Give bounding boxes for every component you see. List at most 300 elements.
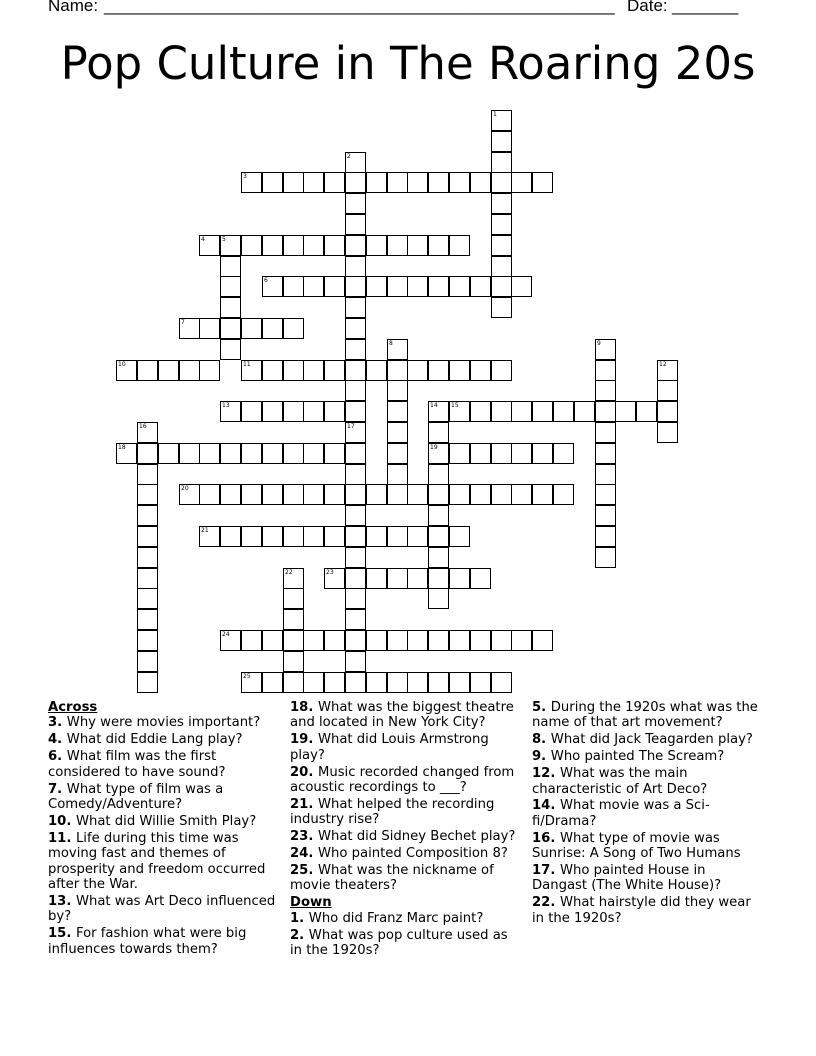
grid-cell[interactable] bbox=[283, 672, 304, 693]
grid-cell[interactable] bbox=[428, 172, 449, 193]
grid-cell[interactable] bbox=[345, 339, 366, 360]
grid-cell[interactable] bbox=[283, 318, 304, 339]
grid-cell[interactable] bbox=[345, 214, 366, 235]
grid-cell[interactable] bbox=[387, 526, 408, 547]
clue-number: 17 bbox=[347, 423, 355, 430]
grid-cell[interactable] bbox=[491, 110, 512, 131]
grid-cell[interactable] bbox=[428, 360, 449, 381]
clue-number: 12. bbox=[532, 766, 560, 782]
grid-cell[interactable] bbox=[241, 630, 262, 651]
grid-cell[interactable] bbox=[595, 547, 616, 568]
grid-cell[interactable] bbox=[428, 443, 449, 464]
grid-cell[interactable] bbox=[283, 568, 304, 589]
grid-cell[interactable] bbox=[303, 401, 324, 422]
clue-text: Who did Franz Marc paint? bbox=[308, 910, 484, 926]
grid-cell[interactable] bbox=[241, 443, 262, 464]
grid-cell[interactable] bbox=[449, 443, 470, 464]
grid-cell[interactable] bbox=[449, 568, 470, 589]
grid-cell[interactable] bbox=[220, 297, 241, 318]
grid-cell[interactable] bbox=[324, 568, 345, 589]
grid-cell[interactable] bbox=[366, 484, 387, 505]
grid-cell[interactable] bbox=[241, 235, 262, 256]
grid-cell[interactable] bbox=[345, 484, 366, 505]
grid-cell[interactable] bbox=[387, 401, 408, 422]
grid-cell[interactable] bbox=[387, 464, 408, 485]
clue-number: 13 bbox=[222, 402, 230, 409]
grid-cell[interactable] bbox=[324, 630, 345, 651]
grid-cell[interactable] bbox=[595, 505, 616, 526]
grid-cell[interactable] bbox=[366, 568, 387, 589]
clue-text: What was the nickname of movie theaters? bbox=[290, 863, 494, 894]
clue bbox=[290, 797, 522, 828]
grid-cell[interactable] bbox=[324, 276, 345, 297]
grid-cell[interactable] bbox=[595, 422, 616, 443]
grid-cell[interactable] bbox=[345, 672, 366, 693]
grid-cell[interactable] bbox=[428, 235, 449, 256]
grid-cell[interactable] bbox=[449, 360, 470, 381]
clue-number: 2. bbox=[290, 927, 309, 943]
grid-cell[interactable] bbox=[303, 630, 324, 651]
grid-cell[interactable] bbox=[220, 235, 241, 256]
grid-cell[interactable] bbox=[470, 484, 491, 505]
clue-number: 12 bbox=[659, 361, 667, 368]
grid-cell[interactable] bbox=[345, 464, 366, 485]
grid-cell[interactable] bbox=[262, 318, 283, 339]
clue bbox=[532, 700, 764, 731]
grid-cell[interactable] bbox=[283, 526, 304, 547]
clue-number: 4. bbox=[48, 732, 67, 748]
grid-cell[interactable] bbox=[199, 360, 220, 381]
grid-cell[interactable] bbox=[407, 672, 428, 693]
grid-cell[interactable] bbox=[387, 630, 408, 651]
grid-cell[interactable] bbox=[532, 443, 553, 464]
grid-cell[interactable] bbox=[137, 609, 158, 630]
grid-cell[interactable] bbox=[137, 505, 158, 526]
clue-text: Who painted Composition 8? bbox=[317, 846, 508, 862]
grid-cell[interactable] bbox=[470, 401, 491, 422]
grid-cell[interactable] bbox=[491, 443, 512, 464]
grid-cell[interactable] bbox=[470, 360, 491, 381]
clue-number: 4 bbox=[201, 236, 205, 243]
grid-cell[interactable] bbox=[220, 339, 241, 360]
grid-cell[interactable] bbox=[116, 443, 137, 464]
clue-number: 22 bbox=[285, 569, 293, 576]
grid-cell[interactable] bbox=[262, 172, 283, 193]
grid-cell[interactable] bbox=[428, 588, 449, 609]
grid-cell[interactable] bbox=[491, 297, 512, 318]
grid-cell[interactable] bbox=[262, 360, 283, 381]
grid-cell[interactable] bbox=[511, 484, 532, 505]
grid-cell[interactable] bbox=[137, 630, 158, 651]
clue bbox=[48, 894, 280, 925]
clue-number: 5 bbox=[222, 236, 226, 243]
grid-cell[interactable] bbox=[199, 235, 220, 256]
clue bbox=[532, 895, 764, 926]
grid-cell[interactable] bbox=[220, 401, 241, 422]
grid-cell[interactable] bbox=[283, 401, 304, 422]
grid-cell[interactable] bbox=[262, 630, 283, 651]
clue bbox=[290, 829, 522, 844]
grid-cell[interactable] bbox=[220, 276, 241, 297]
grid-cell[interactable] bbox=[511, 443, 532, 464]
grid-cell[interactable] bbox=[491, 131, 512, 152]
grid-cell[interactable] bbox=[407, 360, 428, 381]
grid-cell[interactable] bbox=[491, 630, 512, 651]
clue bbox=[290, 732, 522, 763]
grid-cell[interactable] bbox=[345, 547, 366, 568]
clue bbox=[532, 766, 764, 797]
clue-number: 24 bbox=[222, 631, 230, 638]
grid-cell[interactable] bbox=[345, 360, 366, 381]
grid-cell[interactable] bbox=[303, 172, 324, 193]
clue-number: 10 bbox=[118, 361, 126, 368]
grid-cell[interactable] bbox=[220, 318, 241, 339]
grid-cell[interactable] bbox=[345, 276, 366, 297]
clue bbox=[48, 715, 280, 730]
grid-cell[interactable] bbox=[137, 547, 158, 568]
clue-number: 18. bbox=[290, 700, 318, 715]
grid-cell[interactable] bbox=[220, 630, 241, 651]
grid-cell[interactable] bbox=[324, 172, 345, 193]
grid-cell[interactable] bbox=[262, 235, 283, 256]
grid-cell[interactable] bbox=[262, 276, 283, 297]
grid-cell[interactable] bbox=[324, 484, 345, 505]
grid-cell[interactable] bbox=[387, 422, 408, 443]
grid-cell[interactable] bbox=[220, 484, 241, 505]
clue-text: What was the biggest theatre and located in New York City? bbox=[290, 700, 514, 731]
grid-cell[interactable] bbox=[199, 443, 220, 464]
grid-cell[interactable] bbox=[283, 484, 304, 505]
clue-number: 25 bbox=[243, 673, 251, 680]
clue-text: Life during this time was moving fast and themes of prosperity and freedom occurred after the War. bbox=[48, 830, 266, 892]
grid-cell[interactable] bbox=[241, 672, 262, 693]
grid-cell[interactable] bbox=[179, 443, 200, 464]
grid-cell[interactable] bbox=[345, 526, 366, 547]
clue-number: 5. bbox=[532, 700, 551, 715]
down-heading: Down bbox=[290, 895, 332, 911]
grid-cell[interactable] bbox=[491, 360, 512, 381]
grid-cell[interactable] bbox=[532, 172, 553, 193]
grid-cell[interactable] bbox=[449, 630, 470, 651]
grid-cell[interactable] bbox=[407, 484, 428, 505]
grid-cell[interactable] bbox=[366, 360, 387, 381]
grid-cell[interactable] bbox=[303, 360, 324, 381]
grid-cell[interactable] bbox=[303, 235, 324, 256]
grid-cell[interactable] bbox=[470, 568, 491, 589]
grid-cell[interactable] bbox=[595, 484, 616, 505]
grid-cell[interactable] bbox=[345, 172, 366, 193]
clue-number: 19 bbox=[430, 444, 438, 451]
grid-cell[interactable] bbox=[324, 526, 345, 547]
grid-cell[interactable] bbox=[283, 609, 304, 630]
grid-cell[interactable] bbox=[262, 672, 283, 693]
grid-cell[interactable] bbox=[116, 360, 137, 381]
grid-cell[interactable] bbox=[283, 443, 304, 464]
clue-number: 9. bbox=[532, 749, 551, 765]
clue-number: 2 bbox=[347, 153, 351, 160]
grid-cell[interactable] bbox=[324, 235, 345, 256]
grid-cell[interactable] bbox=[345, 422, 366, 443]
down-clue-list bbox=[290, 911, 522, 959]
grid-cell[interactable] bbox=[491, 672, 512, 693]
grid-cell[interactable] bbox=[449, 235, 470, 256]
grid-cell[interactable] bbox=[470, 172, 491, 193]
grid-cell[interactable] bbox=[345, 568, 366, 589]
grid-cell[interactable] bbox=[324, 360, 345, 381]
grid-cell[interactable] bbox=[137, 651, 158, 672]
grid-cell[interactable] bbox=[532, 484, 553, 505]
grid-cell[interactable] bbox=[345, 630, 366, 651]
grid-cell[interactable] bbox=[324, 401, 345, 422]
clue-number: 8. bbox=[532, 732, 551, 748]
grid-cell[interactable] bbox=[491, 193, 512, 214]
grid-cell[interactable] bbox=[241, 484, 262, 505]
grid-cell[interactable] bbox=[636, 401, 657, 422]
grid-cell[interactable] bbox=[345, 193, 366, 214]
grid-cell[interactable] bbox=[241, 172, 262, 193]
grid-cell[interactable] bbox=[241, 526, 262, 547]
grid-cell[interactable] bbox=[345, 609, 366, 630]
puzzle-title: Pop Culture in The Roaring 20s bbox=[60, 37, 756, 90]
grid-cell[interactable] bbox=[491, 276, 512, 297]
clue-number: 24. bbox=[290, 846, 318, 862]
grid-cell[interactable] bbox=[387, 484, 408, 505]
grid-cell[interactable] bbox=[407, 276, 428, 297]
clue-number: 6 bbox=[264, 277, 268, 284]
grid-cell[interactable] bbox=[449, 484, 470, 505]
clue-number: 11 bbox=[243, 361, 251, 368]
grid-cell[interactable] bbox=[262, 443, 283, 464]
grid-cell[interactable] bbox=[345, 256, 366, 277]
grid-cell[interactable] bbox=[199, 484, 220, 505]
grid-cell[interactable] bbox=[345, 588, 366, 609]
clue-text: What type of movie was Sunrise: A Song of Two Humans bbox=[532, 830, 741, 862]
grid-cell[interactable] bbox=[407, 526, 428, 547]
grid-cell[interactable] bbox=[553, 484, 574, 505]
grid-cell[interactable] bbox=[449, 672, 470, 693]
grid-cell[interactable] bbox=[407, 235, 428, 256]
grid-cell[interactable] bbox=[345, 318, 366, 339]
clue-number: 20 bbox=[181, 485, 189, 492]
clue-number: 23 bbox=[326, 569, 334, 576]
grid-cell[interactable] bbox=[137, 360, 158, 381]
grid-cell[interactable] bbox=[407, 630, 428, 651]
clue bbox=[532, 863, 764, 894]
grid-cell[interactable] bbox=[511, 630, 532, 651]
grid-cell[interactable] bbox=[428, 401, 449, 422]
grid-cell[interactable] bbox=[428, 505, 449, 526]
grid-cell[interactable] bbox=[345, 152, 366, 173]
grid-cell[interactable] bbox=[137, 526, 158, 547]
grid-cell[interactable] bbox=[387, 276, 408, 297]
grid-cell[interactable] bbox=[241, 401, 262, 422]
clue-text: What did Jack Teagarden play? bbox=[550, 732, 753, 748]
across-heading: Across bbox=[48, 700, 98, 715]
grid-cell[interactable] bbox=[241, 360, 262, 381]
grid-cell[interactable] bbox=[283, 588, 304, 609]
grid-cell[interactable] bbox=[470, 276, 491, 297]
grid-cell[interactable] bbox=[428, 484, 449, 505]
name-label: Name: bbox=[48, 0, 99, 15]
clue bbox=[290, 765, 522, 796]
grid-cell[interactable] bbox=[595, 339, 616, 360]
grid-cell[interactable] bbox=[283, 235, 304, 256]
grid-cell[interactable] bbox=[179, 484, 200, 505]
clue-number: 1. bbox=[290, 910, 309, 926]
grid-cell[interactable] bbox=[303, 672, 324, 693]
grid-cell[interactable] bbox=[470, 672, 491, 693]
grid-cell[interactable] bbox=[449, 526, 470, 547]
grid-cell[interactable] bbox=[657, 422, 678, 443]
grid-cell[interactable] bbox=[345, 401, 366, 422]
clue bbox=[48, 831, 280, 893]
grid-cell[interactable] bbox=[179, 318, 200, 339]
grid-cell[interactable] bbox=[303, 484, 324, 505]
grid-cell[interactable] bbox=[324, 443, 345, 464]
clue bbox=[48, 926, 280, 957]
grid-cell[interactable] bbox=[366, 526, 387, 547]
grid-cell[interactable] bbox=[511, 401, 532, 422]
grid-cell[interactable] bbox=[574, 401, 595, 422]
grid-cell[interactable] bbox=[345, 380, 366, 401]
grid-cell[interactable] bbox=[179, 360, 200, 381]
grid-cell[interactable] bbox=[303, 443, 324, 464]
grid-cell[interactable] bbox=[387, 568, 408, 589]
grid-cell[interactable] bbox=[491, 235, 512, 256]
grid-cell[interactable] bbox=[615, 401, 636, 422]
grid-cell[interactable] bbox=[387, 443, 408, 464]
date-label: Date: bbox=[627, 0, 668, 15]
grid-cell[interactable] bbox=[283, 630, 304, 651]
grid-cell[interactable] bbox=[137, 443, 158, 464]
grid-cell[interactable] bbox=[407, 172, 428, 193]
grid-cell[interactable] bbox=[137, 568, 158, 589]
grid-cell[interactable] bbox=[262, 484, 283, 505]
grid-cell[interactable] bbox=[428, 526, 449, 547]
grid-cell[interactable] bbox=[449, 401, 470, 422]
grid-cell[interactable] bbox=[553, 401, 574, 422]
grid-cell[interactable] bbox=[387, 672, 408, 693]
grid-cell[interactable] bbox=[283, 172, 304, 193]
clue-text: What film was the first considered to have sound? bbox=[48, 749, 226, 780]
grid-cell[interactable] bbox=[428, 672, 449, 693]
grid-cell[interactable] bbox=[511, 172, 532, 193]
clue-text: What was pop culture used as in the 1920s? bbox=[290, 927, 508, 959]
grid-cell[interactable] bbox=[449, 172, 470, 193]
grid-cell[interactable] bbox=[158, 360, 179, 381]
grid-cell[interactable] bbox=[491, 152, 512, 173]
grid-cell[interactable] bbox=[491, 214, 512, 235]
grid-cell[interactable] bbox=[491, 172, 512, 193]
grid-cell[interactable] bbox=[595, 380, 616, 401]
grid-cell[interactable] bbox=[428, 422, 449, 443]
grid-cell[interactable] bbox=[220, 256, 241, 277]
grid-cell[interactable] bbox=[137, 464, 158, 485]
grid-cell[interactable] bbox=[262, 526, 283, 547]
grid-cell[interactable] bbox=[428, 547, 449, 568]
grid-cell[interactable] bbox=[366, 172, 387, 193]
grid-cell[interactable] bbox=[491, 401, 512, 422]
clue-number: 16. bbox=[532, 830, 560, 846]
grid-cell[interactable] bbox=[137, 484, 158, 505]
grid-cell[interactable] bbox=[366, 630, 387, 651]
clue-number: 3. bbox=[48, 715, 67, 731]
grid-cell[interactable] bbox=[345, 505, 366, 526]
clue-number: 15. bbox=[48, 926, 76, 942]
grid-cell[interactable] bbox=[491, 484, 512, 505]
grid-cell[interactable] bbox=[449, 276, 470, 297]
grid-cell[interactable] bbox=[366, 672, 387, 693]
grid-cell[interactable] bbox=[241, 318, 262, 339]
grid-cell[interactable] bbox=[595, 443, 616, 464]
grid-cell[interactable] bbox=[158, 443, 179, 464]
grid-cell[interactable] bbox=[407, 568, 428, 589]
clue-text: What hairstyle did they wear in the 1920s? bbox=[532, 895, 751, 926]
grid-cell[interactable] bbox=[303, 276, 324, 297]
grid-cell[interactable] bbox=[387, 380, 408, 401]
clue-number: 1 bbox=[493, 111, 497, 118]
grid-cell[interactable] bbox=[387, 172, 408, 193]
grid-cell[interactable] bbox=[428, 276, 449, 297]
grid-cell[interactable] bbox=[595, 401, 616, 422]
grid-cell[interactable] bbox=[324, 672, 345, 693]
grid-cell[interactable] bbox=[199, 318, 220, 339]
clue-number: 20. bbox=[290, 764, 318, 780]
grid-cell[interactable] bbox=[428, 630, 449, 651]
grid-cell[interactable] bbox=[137, 422, 158, 443]
grid-cell[interactable] bbox=[387, 360, 408, 381]
grid-cell[interactable] bbox=[428, 464, 449, 485]
grid-cell[interactable] bbox=[491, 256, 512, 277]
grid-cell[interactable] bbox=[262, 401, 283, 422]
across-clue-list-continued bbox=[290, 700, 522, 894]
grid-cell[interactable] bbox=[470, 630, 491, 651]
grid-cell[interactable] bbox=[303, 526, 324, 547]
grid-cell[interactable] bbox=[657, 360, 678, 381]
clue bbox=[532, 749, 764, 764]
grid-cell[interactable] bbox=[532, 630, 553, 651]
grid-cell[interactable] bbox=[657, 401, 678, 422]
grid-cell[interactable] bbox=[220, 526, 241, 547]
grid-cell[interactable] bbox=[470, 443, 491, 464]
grid-cell[interactable] bbox=[283, 276, 304, 297]
grid-cell[interactable] bbox=[345, 235, 366, 256]
grid-cell[interactable] bbox=[345, 651, 366, 672]
name-blank-line: ______________________________________________________ bbox=[104, 0, 615, 15]
grid-cell[interactable] bbox=[387, 235, 408, 256]
clue-number: 11. bbox=[48, 830, 76, 846]
grid-cell[interactable] bbox=[657, 380, 678, 401]
grid-cell[interactable] bbox=[199, 526, 220, 547]
grid-cell[interactable] bbox=[366, 276, 387, 297]
grid-cell[interactable] bbox=[283, 360, 304, 381]
grid-cell[interactable] bbox=[553, 443, 574, 464]
grid-cell[interactable] bbox=[137, 672, 158, 693]
grid-cell[interactable] bbox=[366, 235, 387, 256]
grid-cell[interactable] bbox=[428, 568, 449, 589]
grid-cell[interactable] bbox=[387, 339, 408, 360]
grid-cell[interactable] bbox=[595, 360, 616, 381]
grid-cell[interactable] bbox=[532, 401, 553, 422]
grid-cell[interactable] bbox=[137, 588, 158, 609]
grid-cell[interactable] bbox=[220, 443, 241, 464]
grid-cell[interactable] bbox=[345, 443, 366, 464]
grid-cell[interactable] bbox=[345, 297, 366, 318]
grid-cell[interactable] bbox=[595, 526, 616, 547]
grid-cell[interactable] bbox=[283, 651, 304, 672]
grid-cell[interactable] bbox=[595, 464, 616, 485]
grid-cell[interactable] bbox=[511, 276, 532, 297]
